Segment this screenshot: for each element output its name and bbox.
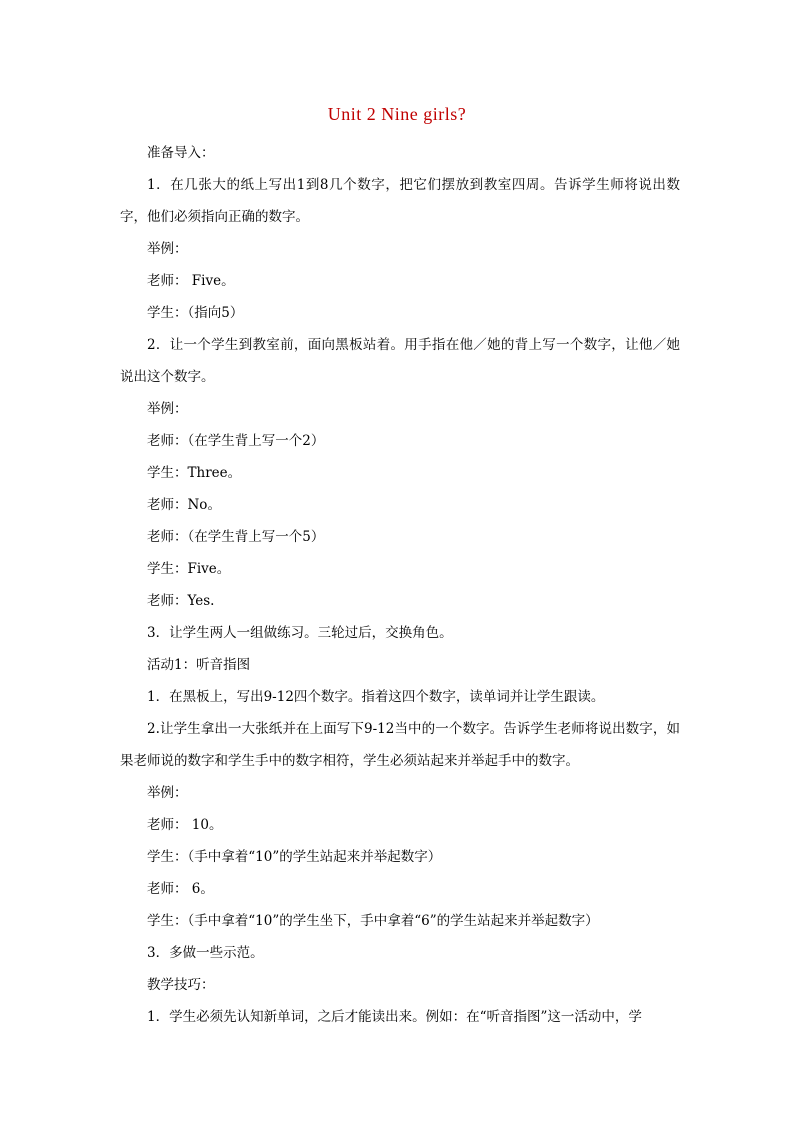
example-label: 举例： — [147, 785, 188, 801]
dialogue-line: 老师： 10。 — [147, 817, 223, 833]
section-heading: 活动1：听音指图 — [147, 657, 251, 673]
dialogue-line: 学生：（指向5） — [147, 305, 244, 321]
dialogue-line: 学生：Three。 — [147, 465, 242, 481]
dialogue-line: 老师：No。 — [147, 497, 221, 513]
dialogue-line: 学生：（手中拿着“10”的学生站起来并举起数字） — [147, 849, 442, 865]
paragraph: 1．在黑板上，写出9-12四个数字。指着这四个数字，读单词并让学生跟读。 — [147, 689, 605, 705]
dialogue-line: 老师：Yes. — [147, 593, 215, 609]
page-title: Unit 2 Nine girls? — [327, 104, 467, 124]
paragraph: 1．在几张大的纸上写出1到8几个数字，把它们摆放到教室四周。告诉学生师将说出数字，他们必须指向正确的数字。 — [120, 177, 680, 225]
dialogue-line: 老师： Five。 — [147, 273, 235, 289]
section-heading: 教学技巧： — [147, 977, 215, 993]
section-heading: 准备导入： — [147, 145, 215, 161]
paragraph: 3．让学生两人一组做练习。三轮过后，交换角色。 — [147, 625, 453, 641]
dialogue-line: 老师：（在学生背上写一个2） — [147, 433, 325, 449]
dialogue-line: 学生：Five。 — [147, 561, 231, 577]
paragraph: 2.让学生拿出一大张纸并在上面写下9-12当中的一个数字。告诉学生老师将说出数字，如果老师说的数字和学生手中的数字相符，学生必须站起来并举起手中的数字。 — [120, 721, 680, 769]
paragraph: 1．学生必须先认知新单词，之后才能读出来。例如：在“听音指图”这一活动中，学 — [147, 1009, 642, 1025]
example-label: 举例： — [147, 401, 188, 417]
paragraph: 3．多做一些示范。 — [147, 945, 264, 961]
paragraph: 2．让一个学生到教室前，面向黑板站着。用手指在他／她的背上写一个数字，让他／她说出这个数字。 — [120, 337, 680, 385]
dialogue-line: 老师： 6。 — [147, 881, 214, 897]
document-body — [120, 137, 680, 1033]
example-label: 举例： — [147, 241, 188, 257]
dialogue-line: 老师：（在学生背上写一个5） — [147, 529, 325, 545]
dialogue-line: 学生：（手中拿着“10”的学生坐下，手中拿着“6”的学生站起来并举起数字） — [147, 913, 599, 929]
